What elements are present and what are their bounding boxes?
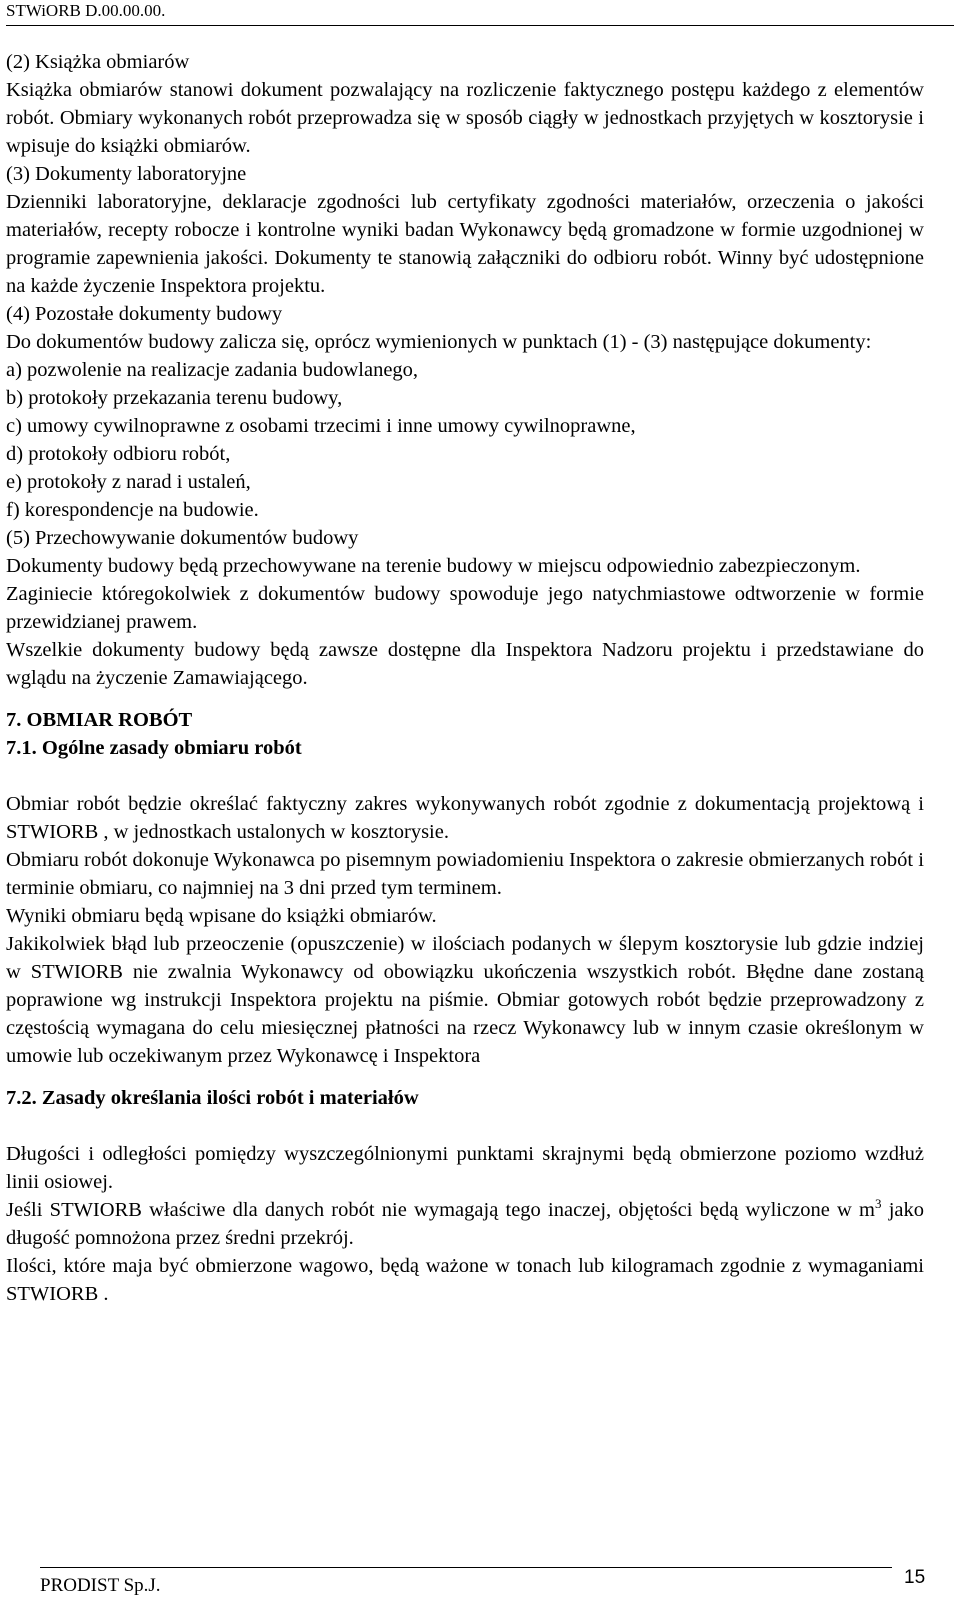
spacer [6, 1070, 924, 1084]
spacer [6, 1112, 924, 1140]
paragraph: a) pozwolenie na realizacje zadania budowlanego, [6, 359, 419, 381]
header-divider [6, 25, 954, 26]
paragraph: Ilości, które maja być obmierzone wagowo, będą ważone w tonach lub kilogramach zgodnie z wymaganiami STWIORB . [6, 1255, 924, 1305]
paragraph: Książka obmiarów stanowi dokument pozwalający na rozliczenie faktycznego postępu każdego z elementów robót. Obmiary wykonanych robót przeprowadza się w sposób ciągły w jednostkach przyjętych w kosztorysie i wpisuje do książki obmiarów. [6, 79, 924, 157]
paragraph: Obmiar robót będzie określać faktyczny zakres wykonywanych robót zgodnie z dokumentacją projektową i STWIORB , w jednostkach ustalonych w kosztorysie. [6, 793, 924, 843]
section-heading: 7.2. Zasady określania ilości robót i materiałów [6, 1087, 419, 1109]
paragraph: Wszelkie dokumenty budowy będą zawsze dostępne dla Inspektora Nadzoru projektu i przedstawiane do wglądu na życzenie Zamawiającego. [6, 639, 924, 689]
paragraph: b) protokoły przekazania terenu budowy, [6, 387, 343, 409]
superscript: 3 [874, 1196, 882, 1212]
running-header: STWiORB D.00.00.00. [6, 1, 166, 20]
paragraph-text: Jeśli STWIORB właściwe dla danych robót nie wymagają tego inaczej, objętości będą wyliczone w m [6, 1199, 875, 1221]
paragraph: Dzienniki laboratoryjne, deklaracje zgodności lub certyfikaty zgodności materiałów, orzeczenia o jakości materiałów, recepty robocze i kontrolne wyniki badan Wykonawcy będą gromadzone w formie uzgodnionej w programie zapewnienia jakości. Dokumenty te stanowią załączniki do odbioru robót. Winny być udostępnione na każde życzenie Inspektora projektu. [6, 191, 924, 297]
document-body [6, 48, 924, 1308]
paragraph: d) protokoły odbioru robót, [6, 443, 231, 465]
paragraph: f) korespondencje na budowie. [6, 499, 259, 521]
paragraph: (4) Pozostałe dokumenty budowy [6, 303, 283, 325]
footer-company: PRODIST Sp.J. [40, 1575, 161, 1596]
paragraph: Do dokumentów budowy zalicza się, oprócz wymienionych w punktach (1) - (3) następujące dokumenty: [6, 331, 872, 353]
spacer [6, 692, 924, 706]
paragraph-text: jako długość pomnożona przez średni przekrój. [6, 1199, 924, 1249]
paragraph: Długości i odległości pomiędzy wyszczególnionymi punktami skrajnymi będą obmierzone poziomo wzdłuż linii osiowej. [6, 1143, 924, 1193]
section-heading: 7. OBMIAR ROBÓT [6, 709, 193, 731]
paragraph: Jakikolwiek błąd lub przeoczenie (opuszczenie) w ilościach podanych w ślepym kosztorysie lub gdzie indziej w STWIORB nie zwalnia Wykonawcy od obowiązku ukończenia wszystkich robót. Błędne dane zostaną poprawione wg instrukcji Inspektora projektu na piśmie. Obmiar gotowych robót będzie przeprowadzony z częstością wymagana do celu miesięcznej płatności na rzecz Wykonawcy lub w innym czasie określonym w umowie lub oczekiwanym przez Wykonawcę i Inspektora [6, 933, 924, 1067]
page-number: 15 [904, 1567, 926, 1588]
paragraph [6, 1196, 924, 1252]
footer-divider [40, 1567, 892, 1568]
paragraph: (3) Dokumenty laboratoryjne [6, 163, 247, 185]
paragraph: (5) Przechowywanie dokumentów budowy [6, 527, 359, 549]
paragraph: c) umowy cywilnoprawne z osobami trzecimi i inne umowy cywilnoprawne, [6, 415, 636, 437]
section-heading: 7.1. Ogólne zasady obmiaru robót [6, 737, 302, 759]
spacer [6, 762, 924, 790]
paragraph: Wyniki obmiaru będą wpisane do książki obmiarów. [6, 905, 437, 927]
paragraph: Zaginiecie któregokolwiek z dokumentów budowy spowoduje jego natychmiastowe odtworzenie w formie przewidzianej prawem. [6, 583, 924, 633]
paragraph: e) protokoły z narad i ustaleń, [6, 471, 251, 493]
paragraph: Dokumenty budowy będą przechowywane na terenie budowy w miejscu odpowiednio zabezpieczonym. [6, 555, 861, 577]
paragraph: (2) Książka obmiarów [6, 51, 190, 73]
paragraph: Obmiaru robót dokonuje Wykonawca po pisemnym powiadomieniu Inspektora o zakresie obmierzanych robót i terminie obmiaru, co najmniej na 3 dni przed tym terminem. [6, 849, 924, 899]
